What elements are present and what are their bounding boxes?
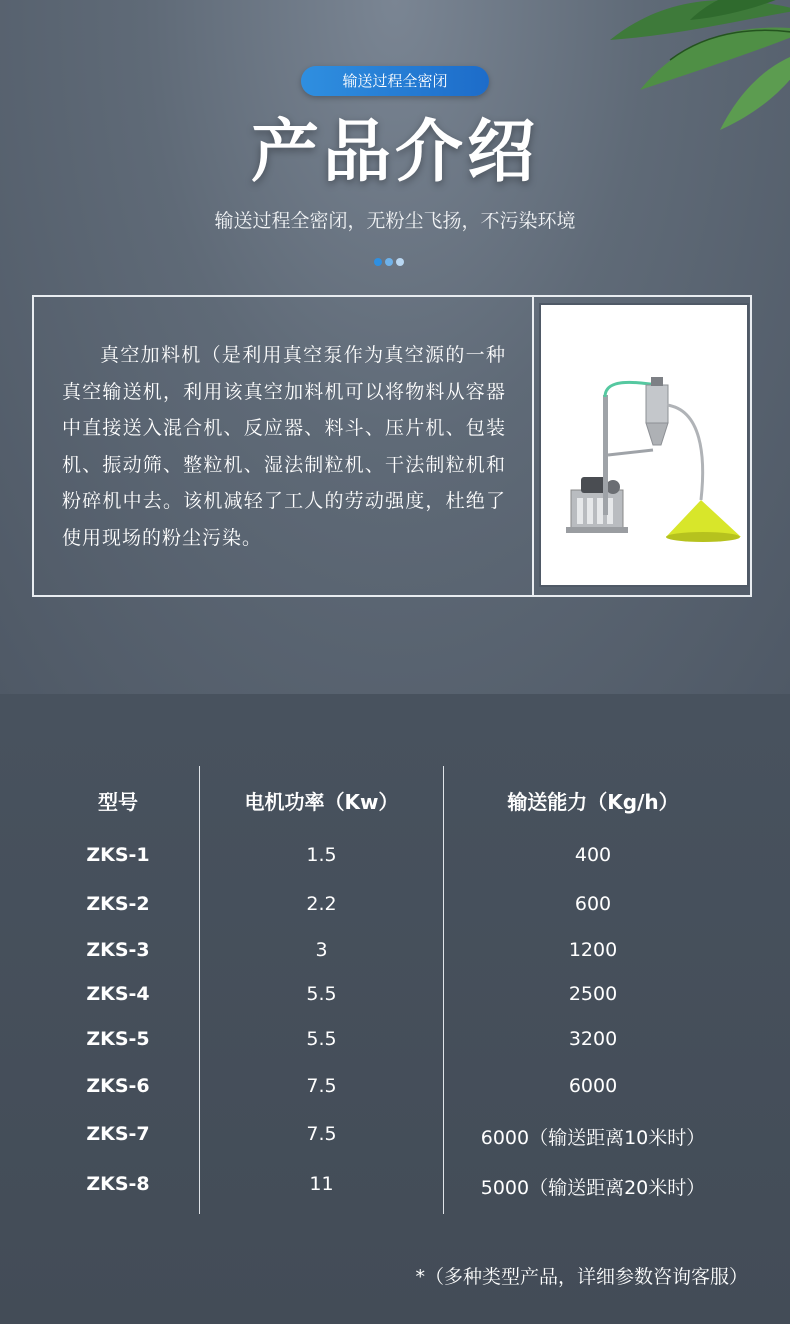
row-4-model: ZKS-4 — [86, 983, 150, 1005]
row-1-model: ZKS-1 — [86, 844, 150, 866]
row-4-power: 5.5 — [306, 983, 337, 1005]
feature-badge: 输送过程全密闭 — [301, 66, 489, 96]
row-4-capacity: 2500 — [568, 983, 618, 1005]
row-8-model: ZKS-8 — [86, 1173, 150, 1195]
intro-box — [32, 295, 752, 597]
dot-3 — [396, 258, 404, 266]
page-subtitle: 输送过程全密闭，无粉尘飞扬，不污染环境 — [214, 210, 576, 232]
header-model: 型号 — [98, 790, 138, 814]
row-2-power: 2.2 — [306, 893, 337, 915]
row-7-capacity: 6000（输送距离10米时） — [480, 1127, 706, 1149]
row-3-model: ZKS-3 — [86, 939, 150, 961]
page-title: 产品介绍 — [250, 113, 539, 192]
row-3-capacity: 1200 — [568, 939, 618, 961]
header-capacity: 输送能力（Kg/h） — [507, 790, 679, 814]
row-5-model: ZKS-5 — [86, 1028, 150, 1050]
row-8-power: 11 — [309, 1173, 334, 1195]
row-7-model: ZKS-7 — [86, 1123, 150, 1145]
row-7-power: 7.5 — [306, 1123, 337, 1145]
intro-divider — [532, 297, 534, 595]
dot-2 — [385, 258, 393, 266]
intro-paragraph: 真空加料机（是利用真空泵作为真空源的一种真空输送机，利用该真空加料机可以将物料从容器中直接送入混合机、反应器、料斗、压片机、包装机、振动筛、整粒机、湿法制粒机、干法制粒机和粉碎机中去。该机减轻了工人的劳动强度，杜绝了使用现场的粉尘污染。 — [62, 344, 506, 549]
row-6-model: ZKS-6 — [86, 1075, 150, 1097]
product-photo — [539, 303, 749, 587]
row-3-power: 3 — [315, 939, 328, 961]
row-6-capacity: 6000 — [568, 1075, 618, 1097]
row-6-power: 7.5 — [306, 1075, 337, 1097]
row-5-power: 5.5 — [306, 1028, 337, 1050]
row-8-capacity: 5000（输送距离20米时） — [480, 1177, 706, 1199]
row-2-capacity: 600 — [574, 893, 612, 915]
row-2-model: ZKS-2 — [86, 893, 150, 915]
header-power: 电机功率（Kw） — [244, 790, 399, 814]
dot-1 — [374, 258, 382, 266]
decorative-dots — [374, 258, 404, 266]
row-1-capacity: 400 — [574, 844, 612, 866]
spec-table — [0, 766, 790, 1216]
row-1-power: 1.5 — [306, 844, 337, 866]
footnote: *（多种类型产品，详细参数咨询客服） — [415, 1266, 748, 1288]
row-5-capacity: 3200 — [568, 1028, 618, 1050]
vacuum-feeder-illustration — [541, 305, 747, 585]
